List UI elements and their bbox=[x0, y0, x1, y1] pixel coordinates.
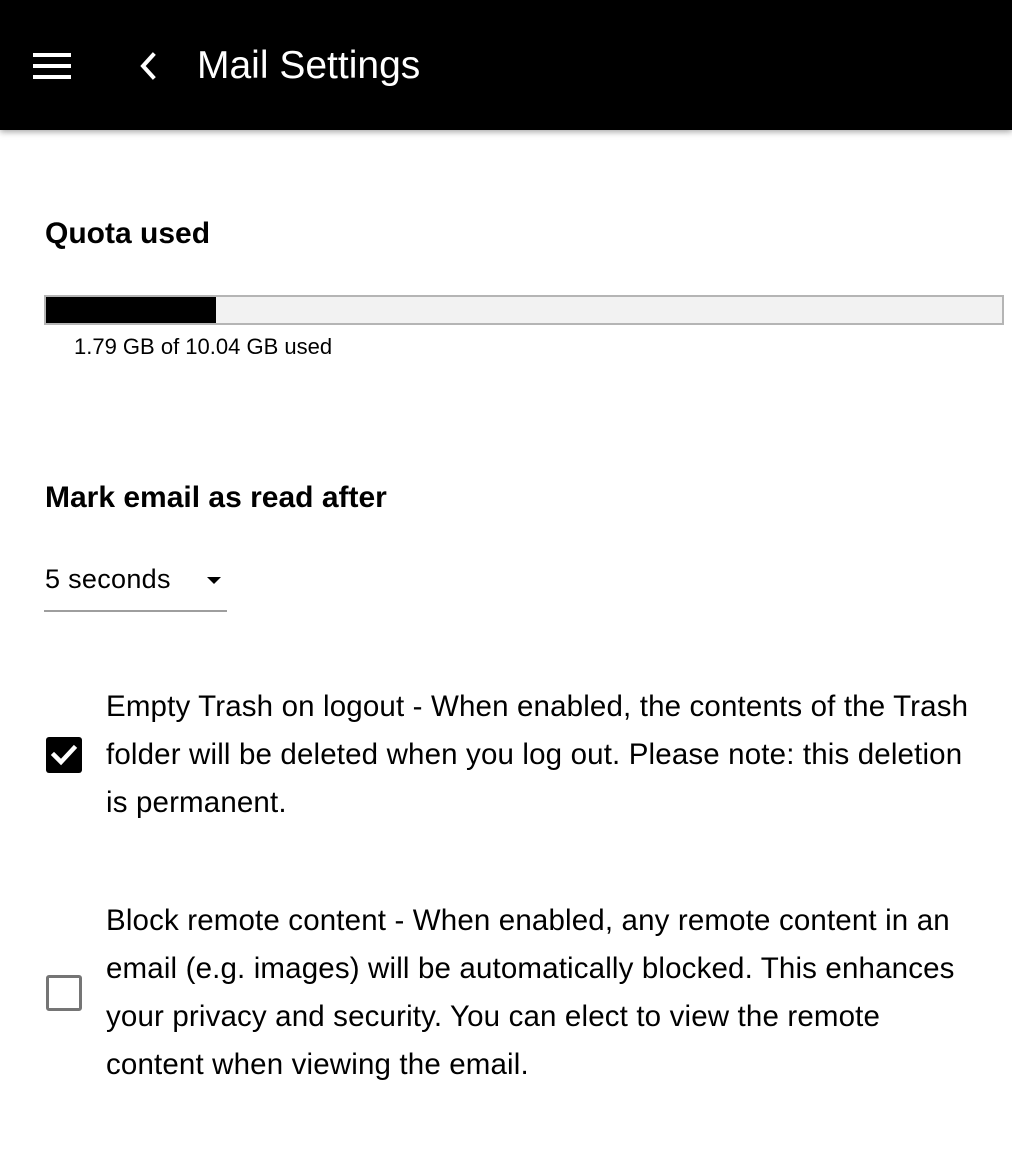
quota-heading: Quota used bbox=[45, 217, 211, 250]
mark-read-select[interactable] bbox=[44, 556, 227, 612]
block-remote-content-label: Block remote content - When enabled, any remote content in an email (e.g. images) will be automatically blocked. This enhances your privacy and security. You can elect to view the remote content when viewing the email. bbox=[106, 904, 955, 1081]
mark-read-select-value: 5 seconds bbox=[45, 564, 171, 594]
mark-read-heading: Mark email as read after bbox=[45, 481, 387, 514]
quota-progress-bar bbox=[44, 295, 1004, 325]
menu-button[interactable] bbox=[22, 40, 82, 92]
checkmark-icon bbox=[46, 737, 82, 773]
quota-usage-text: 1.79 GB of 10.04 GB used bbox=[74, 334, 333, 359]
chevron-left-icon bbox=[139, 52, 157, 80]
back-button[interactable] bbox=[120, 40, 176, 92]
menu-icon bbox=[33, 53, 71, 79]
empty-trash-label: Empty Trash on logout - When enabled, the contents of the Trash folder will be deleted when you log out. Please note: this deletion is permanent. bbox=[106, 690, 969, 819]
arrow-drop-down-icon bbox=[204, 570, 224, 590]
page-title: Mail Settings bbox=[197, 44, 421, 87]
empty-trash-checkbox[interactable] bbox=[46, 737, 82, 773]
app-bar bbox=[0, 0, 1012, 130]
block-remote-content-checkbox[interactable] bbox=[46, 975, 82, 1011]
quota-progress-fill bbox=[46, 297, 216, 323]
